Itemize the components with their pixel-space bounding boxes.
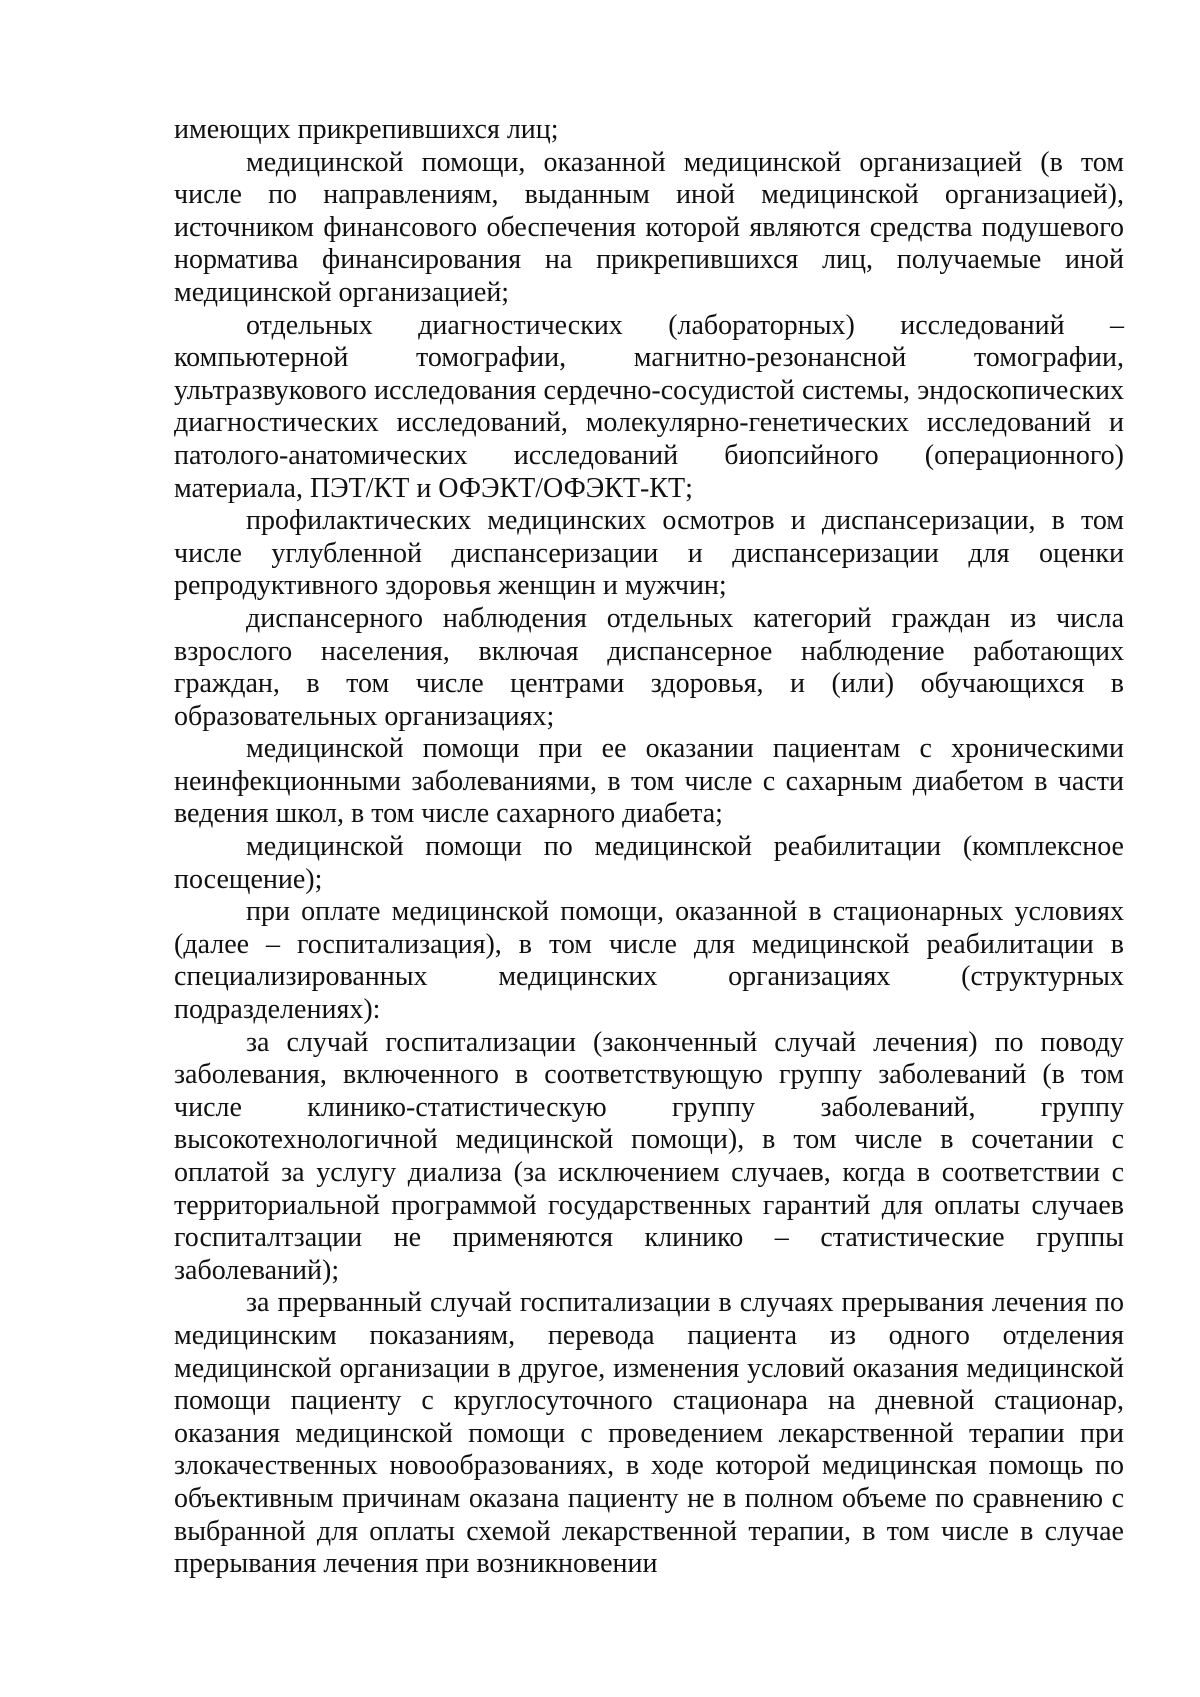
paragraph: медицинской помощи по медицинской реабилитации (комплексное посещение); [174,831,1124,895]
paragraph: отдельных диагностических (лабораторных) исследований – компьютерной томографии, магнитно-резонансной томографии, ультразвукового исследования сердечно-сосудистой системы, эндоскопических диагностических исследований, молекулярно-генетических исследований и патолого-анатомических исследований биопсийного (операционного) материала, ПЭТ/КТ и ОФЭКТ/ОФЭКТ-КТ; [174,309,1124,504]
paragraph: медицинской помощи, оказанной медицинской организацией (в том числе по направлениям, выданным иной медицинской организацией), источником финансового обеспечения которой являются средства подушевого норматива финансирования на прикрепившихся лиц, получаемые иной медицинской организацией; [174,146,1124,308]
document-body [174,114,1124,1581]
paragraph-continuation: имеющих прикрепившихся лиц; [174,114,559,145]
paragraph: медицинской помощи при ее оказании пациентам с хроническими неинфекционными заболеваниями, в том числе с сахарным диабетом в части ведения школ, в том числе сахарного диабета; [174,733,1124,830]
paragraph: профилактических медицинских осмотров и диспансеризации, в том числе углубленной диспансеризации и диспансеризации для оценки репродуктивного здоровья женщин и мужчин; [174,505,1124,602]
paragraph: при оплате медицинской помощи, оказанной в стационарных условиях (далее – госпитализация), в том числе для медицинской реабилитации в специализированных медицинских организациях (структурных подразделениях): [174,896,1124,1026]
paragraph: за случай госпитализации (законченный случай лечения) по поводу заболевания, включенного в соответствующую группу заболеваний (в том числе клинико-статистическую группу заболеваний, группу высокотехнологичной медицинской помощи), в том числе в сочетании с оплатой за услугу диализа (за исключением случаев, когда в соответствии с территориальной программой государственных гарантий для оплаты случаев госпиталтзации не применяются клинико – статистические группы заболеваний); [174,1026,1124,1286]
paragraph: за прерванный случай госпитализации в случаях прерывания лечения по медицинским показаниям, перевода пациента из одного отделения медицинской организации в другое, изменения условий оказания медицинской помощи пациенту с круглосуточного стационара на дневной стационар, оказания медицинской помощи с проведением лекарственной терапии при злокачественных новообразованиях, в ходе которой медицинская помощь по объективным причинам оказана пациенту не в полном объеме по сравнению с выбранной для оплаты схемой лекарственной терапии, в том числе в случае прерывания лечения при возникновении [174,1287,1124,1580]
paragraph: диспансерного наблюдения отдельных категорий граждан из числа взрослого населения, включая диспансерное наблюдение работающих граждан, в том числе центрами здоровья, и (или) обучающихся в образовательных организациях; [174,602,1124,732]
